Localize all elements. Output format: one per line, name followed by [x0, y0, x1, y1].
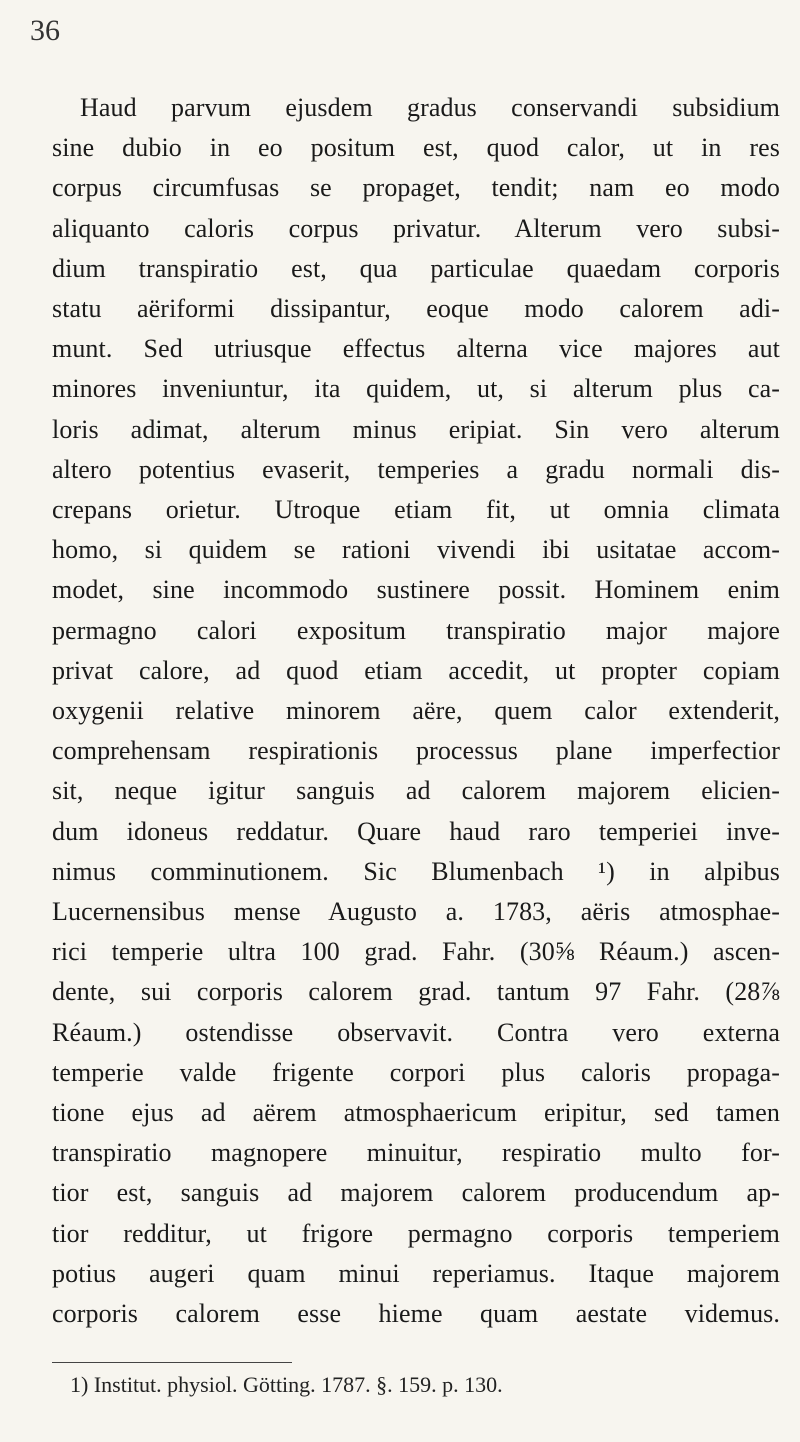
text-line: permagno calori expositum transpiratio major majore: [52, 615, 780, 645]
text-line: dente, sui corporis calorem grad. tantum 97 Fahr. (28⅞: [52, 977, 780, 1007]
text-line: tior est, sanguis ad majorem calorem producendum ap-: [52, 1178, 780, 1208]
text-line: aliquanto caloris corpus privatur. Alterum vero subsi-: [52, 213, 780, 243]
text-line: crepans orietur. Utroque etiam fit, ut omnia climata: [52, 495, 780, 525]
text-line: minores inveniuntur, ita quidem, ut, si alterum plus ca-: [52, 374, 780, 404]
text-line: temperie valde frigente corpori plus caloris propaga-: [52, 1057, 780, 1087]
text-line: rici temperie ultra 100 grad. Fahr. (30⅝ Réaum.) ascen-: [52, 937, 780, 967]
text-line: transpiratio magnopere minuitur, respiratio multo for-: [52, 1138, 780, 1168]
text-line: tior redditur, ut frigore permagno corporis temperiem: [52, 1218, 780, 1248]
text-line: potius augeri quam minui reperiamus. Itaque majorem: [52, 1258, 780, 1288]
text-line: Haud parvum ejusdem gradus conservandi subsidium: [80, 93, 780, 122]
text-line: comprehensam respirationis processus plane imperfectior: [52, 736, 780, 766]
main-paragraph: [52, 88, 780, 1334]
text-line: oxygenii relative minorem aëre, quem calor extenderit,: [52, 696, 780, 726]
text-line: munt. Sed utriusque effectus alterna vice majores aut: [52, 334, 780, 364]
text-line: sit, neque igitur sanguis ad calorem majorem elicien-: [52, 776, 780, 806]
text-line: dum idoneus reddatur. Quare haud raro temperiei inve-: [52, 816, 780, 846]
text-line: corpus circumfusas se propaget, tendit; nam eo modo: [52, 173, 780, 203]
text-line: homo, si quidem se rationi vivendi ibi usitatae accom-: [52, 535, 780, 565]
text-line: dium transpiratio est, qua particulae quaedam corporis: [52, 253, 780, 283]
text-line: altero potentius evaserit, temperies a gradu normali dis-: [52, 454, 780, 484]
text-line: tione ejus ad aërem atmosphaericum eripitur, sed tamen: [52, 1098, 780, 1128]
text-line: corporis calorem esse hieme quam aestate videmus.: [52, 1299, 780, 1329]
footnote: 1) Institut. physiol. Götting. 1787. §. 159. p. 130.: [70, 1372, 503, 1397]
text-line: loris adimat, alterum minus eripiat. Sin vero alterum: [52, 414, 780, 444]
text-line: sine dubio in eo positum est, quod calor, ut in res: [52, 133, 780, 163]
footnote-divider: [52, 1362, 292, 1363]
page-number: 36: [30, 14, 60, 47]
text-line: privat calore, ad quod etiam accedit, ut propter copiam: [52, 655, 780, 685]
text-line: modet, sine incommodo sustinere possit. Hominem enim: [52, 575, 780, 605]
text-line: statu aëriformi dissipantur, eoque modo calorem adi-: [52, 294, 780, 324]
text-line: nimus comminutionem. Sic Blumenbach ¹) in alpibus: [52, 856, 780, 886]
text-line: Lucernensibus mense Augusto a. 1783, aëris atmosphae-: [52, 897, 780, 927]
text-line: Réaum.) ostendisse observavit. Contra vero externa: [52, 1017, 780, 1047]
